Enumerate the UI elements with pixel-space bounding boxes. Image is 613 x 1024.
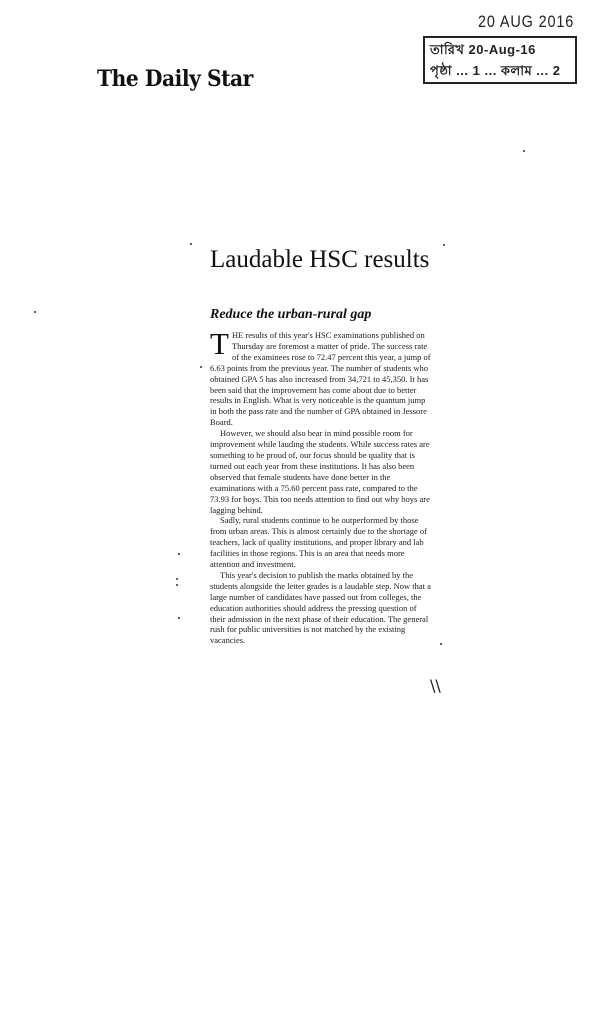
article-headline: Laudable HSC results bbox=[210, 246, 430, 273]
handwritten-margin-mark: \\ bbox=[430, 676, 441, 695]
date-stamp: 20 AUG 2016 bbox=[478, 12, 575, 31]
scan-speck bbox=[176, 584, 178, 586]
scan-speck bbox=[178, 553, 180, 555]
scan-speck bbox=[443, 244, 445, 246]
newspaper-masthead: The Daily Star bbox=[97, 66, 253, 92]
article-subheadline: Reduce the urban-rural gap bbox=[210, 307, 372, 322]
scan-speck bbox=[440, 643, 442, 645]
scan-speck bbox=[176, 578, 178, 580]
article-paragraph: THE results of this year's HSC examinations published on Thursday are foremost a matter of pride. The success rate of the examinees rose to 72.47 percent this year, a jump of 6.63 points from the previous year. The number of students who obtained GPA 5 has also increased from 34,721 to 45,350. It has been said that the improvement has come about due to better results in English. What is very noticeable is the quantum jump in both the pass rate and the number of GPA obtained in Jessore Board. bbox=[210, 326, 431, 428]
stamp-date-row: তারিখ 20-Aug-16 bbox=[430, 42, 536, 57]
drop-cap: T bbox=[210, 326, 229, 361]
scan-speck bbox=[190, 243, 192, 245]
article-paragraph: Sadly, rural students continue to be outperformed by those from urban areas. This is almost certainly due to the shortage of teachers, lack of quality institutions, and proper library and lab facilities in those regions. This is an area that needs more attention and investment. bbox=[210, 515, 428, 570]
stamp-page-column-row: পৃষ্ঠা ... 1 ... কলাম ... 2 bbox=[430, 63, 561, 78]
scan-speck bbox=[178, 617, 180, 619]
scan-speck bbox=[200, 366, 202, 368]
article-paragraph: This year's decision to publish the marks obtained by the students alongside the letter grades is a laudable step. Now that a large number of candidates have passed out from colleges, the education authorities should address the pressing question of their admission in the next phase of their education. The general rush for public universities is not matched by the existing vacancies. bbox=[210, 569, 431, 646]
scan-speck bbox=[34, 311, 36, 313]
clipping-record-stamp bbox=[423, 36, 577, 84]
article-body bbox=[210, 326, 432, 646]
scan-speck bbox=[523, 150, 525, 152]
article-paragraph: However, we should also bear in mind possible room for improvement while lauding the students. While success rates are something to be proud of, our focus should be quality that is turned out each year from these institutions. It has also been observed that female students have done better in the examinations with a 75.60 percent pass rate, compared to the 73.93 for boys. This too needs attention to find out why boys are lagging behind. bbox=[210, 428, 430, 515]
